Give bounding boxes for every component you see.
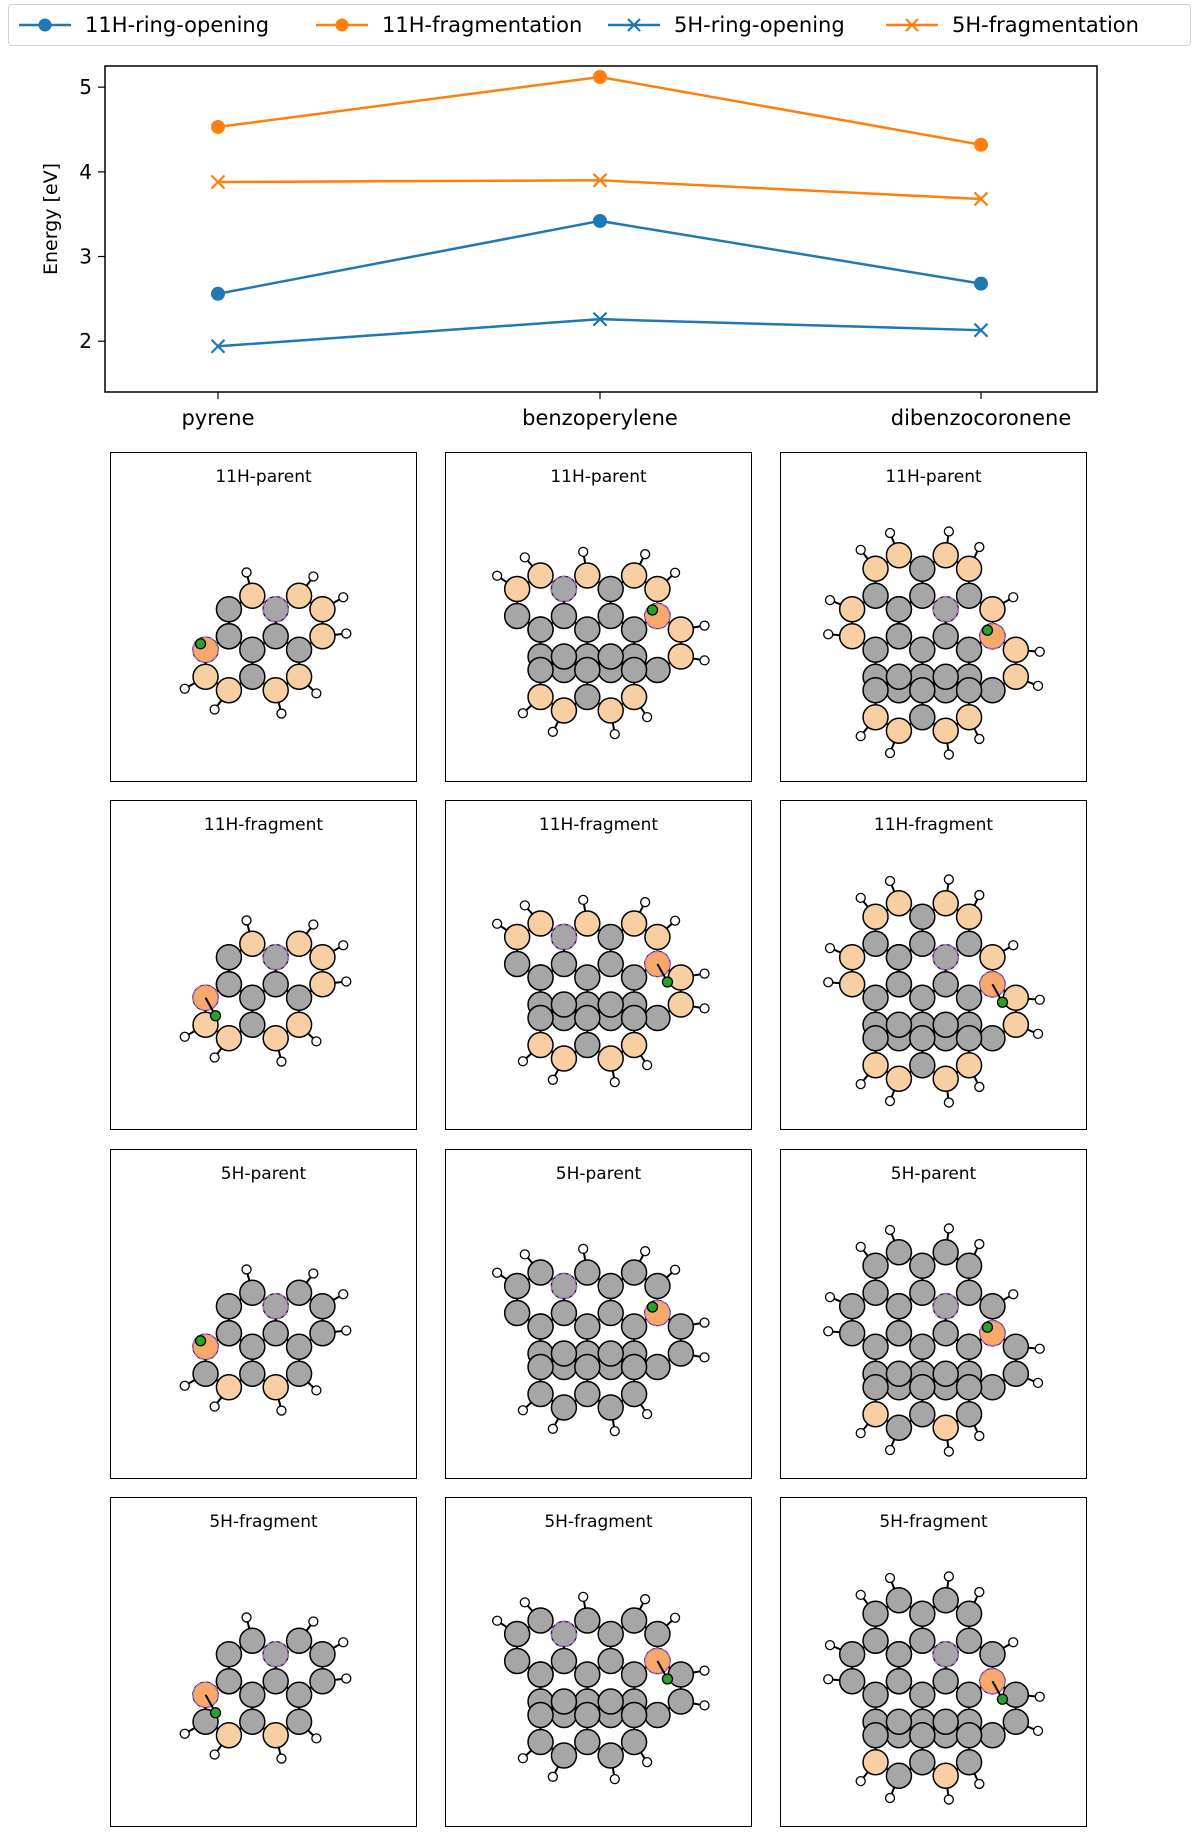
x-tick-label-pyrene: pyrene <box>181 406 255 430</box>
panel-title: 5H-parent <box>220 1164 307 1184</box>
molecule-structure <box>111 1190 415 1475</box>
y-axis-label: Energy [eV] <box>40 162 62 276</box>
legend-marker <box>606 10 662 40</box>
ring-opening-site <box>933 945 958 970</box>
ring-opening-site <box>933 597 958 622</box>
y-tick-label: 3 <box>79 244 92 269</box>
panel-title: 5H-parent <box>555 1164 642 1184</box>
molecule-structure <box>111 841 415 1126</box>
legend-label: 11H-fragmentation <box>382 13 583 37</box>
legend-entry-11h-ring-opening <box>17 10 269 40</box>
ring-opening-site <box>933 1294 958 1319</box>
legend-label: 5H-ring-opening <box>674 13 845 37</box>
panel-title: 11H-fragment <box>203 815 324 835</box>
ring-opening-site <box>933 1642 958 1667</box>
molecule-structure <box>111 493 415 778</box>
data-point <box>593 70 607 84</box>
ring-opening-site <box>551 577 576 602</box>
data-point <box>974 277 988 291</box>
data-point <box>211 287 225 301</box>
legend-label: 11H-ring-opening <box>85 13 270 37</box>
extra-hydrogen <box>982 1322 992 1332</box>
ring-opening-site <box>551 1274 576 1299</box>
series-11h-ring-opening <box>211 214 988 301</box>
carbon-atoms <box>505 1608 694 1768</box>
molecule-structure <box>781 493 1085 778</box>
extra-hydrogen <box>662 1674 672 1684</box>
molecule-panel <box>110 452 417 782</box>
carbon-atoms <box>505 1260 694 1420</box>
molecule-structure <box>446 493 750 778</box>
panel-title: 11H-parent <box>885 467 982 487</box>
series-11h-fragmentation <box>211 70 988 152</box>
legend-entry-5h-ring-opening <box>606 10 845 40</box>
legend-marker <box>884 10 940 40</box>
molecule-panel <box>445 1497 752 1827</box>
extra-hydrogen <box>647 605 657 615</box>
x-tick-label-benzoperylene: benzoperylene <box>522 406 678 430</box>
data-point <box>211 120 225 134</box>
panel-title: 5H-fragment <box>544 1512 653 1532</box>
molecule-panel <box>445 452 752 782</box>
extra-hydrogen <box>647 1302 657 1312</box>
y-tick-label: 2 <box>79 329 92 354</box>
extra-hydrogen <box>997 997 1007 1007</box>
molecule-panel <box>110 800 417 1130</box>
molecule-structure <box>446 841 750 1126</box>
reactive-carbon-highlight <box>193 1682 218 1707</box>
series-5h-ring-opening <box>212 313 988 353</box>
molecule-panel <box>780 1149 1087 1479</box>
ring-opening-site <box>263 945 288 970</box>
series-line <box>218 180 981 199</box>
molecule-panel <box>780 1497 1087 1827</box>
extra-hydrogen <box>211 1708 221 1718</box>
extra-hydrogen <box>662 977 672 987</box>
x-tick-label-dibenzocoronene: dibenzocoronene <box>890 406 1072 430</box>
ring-opening-site <box>263 597 288 622</box>
panel-title: 5H-fragment <box>209 1512 318 1532</box>
ring-opening-site <box>551 1622 576 1647</box>
molecule-structure <box>446 1190 750 1475</box>
extra-hydrogen <box>196 1336 206 1346</box>
series-line <box>218 221 981 294</box>
legend-entry-5h-fragmentation <box>884 10 1139 40</box>
molecule-structure <box>446 1538 750 1823</box>
ring-opening-site <box>551 925 576 950</box>
extra-hydrogen <box>997 1694 1007 1704</box>
legend-entry-11h-fragmentation <box>314 10 582 40</box>
series-5h-fragmentation <box>212 174 988 206</box>
series-line <box>218 77 981 145</box>
carbon-atoms <box>505 911 694 1071</box>
molecule-panel <box>780 800 1087 1130</box>
series-line <box>218 319 981 346</box>
ring-opening-site <box>263 1294 288 1319</box>
energy-line-plot <box>0 48 1200 438</box>
molecule-panel <box>780 452 1087 782</box>
legend-label: 5H-fragmentation <box>952 13 1139 37</box>
molecule-panel <box>445 1149 752 1479</box>
legend-marker <box>17 10 73 40</box>
extra-hydrogen <box>982 625 992 635</box>
molecule-panel <box>110 1149 417 1479</box>
panel-title: 11H-fragment <box>873 815 994 835</box>
molecule-structure <box>781 1190 1085 1475</box>
molecule-panel <box>110 1497 417 1827</box>
molecule-panel <box>445 800 752 1130</box>
ring-opening-site <box>263 1642 288 1667</box>
y-tick-label: 5 <box>79 75 92 100</box>
legend-marker <box>314 10 370 40</box>
panel-title: 11H-parent <box>215 467 312 487</box>
extra-hydrogen <box>211 1011 221 1021</box>
data-point <box>974 138 988 152</box>
panel-title: 11H-parent <box>550 467 647 487</box>
molecule-structure <box>781 841 1085 1126</box>
reactive-carbon-highlight <box>193 985 218 1010</box>
data-point <box>593 214 607 228</box>
molecule-structure <box>781 1538 1085 1823</box>
molecule-structure <box>111 1538 415 1823</box>
y-tick-label: 4 <box>79 159 92 184</box>
panel-title: 5H-fragment <box>879 1512 988 1532</box>
carbon-atoms <box>505 563 694 723</box>
extra-hydrogen <box>196 639 206 649</box>
panel-title: 11H-fragment <box>538 815 659 835</box>
panel-title: 5H-parent <box>890 1164 977 1184</box>
chart-legend <box>8 4 1191 46</box>
